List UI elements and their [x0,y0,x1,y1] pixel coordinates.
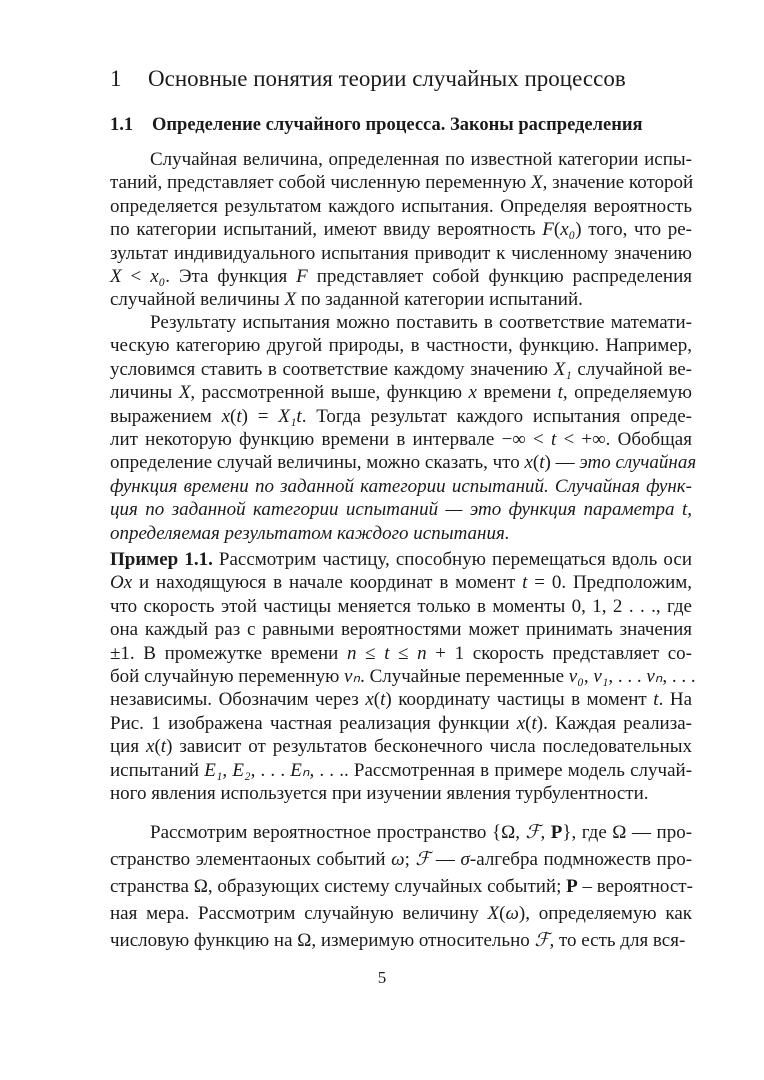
text-run: P [566,876,578,897]
text-run: ≤ [356,642,385,664]
math-symbol: X [284,289,297,311]
math-symbol: ℱ [525,822,541,843]
text-run: по заданной категории испытаний. [296,289,583,311]
math-symbol: Ox [110,572,133,594]
text-run: зультат индивидуального испытания приводит к численному значению [110,242,692,264]
text-line [110,712,692,735]
text-run: Рассмотрим частицу, способную перемещаться вдоль оси [212,549,692,570]
text-run: ( [553,219,561,241]
example-1-1 [110,548,696,805]
text-run: = 0. Предположим, [527,572,693,594]
math-symbol: t [160,736,167,758]
text-line [110,642,692,665]
text-run: ция [110,736,147,758]
text-run: , [687,499,692,521]
paragraph-4 [110,819,692,954]
text-run: таний, представляет собой численную переменную [110,172,531,194]
section-title: Основные понятия теории случайных процессов [148,66,626,91]
text-line [110,927,692,954]
math-symbol: t [557,382,563,404]
text-run: — [430,849,461,870]
subsection-title: Определение случайного процесса. Законы распределения [152,115,643,135]
text-run: ; [404,849,416,870]
math-symbol: t [550,428,557,450]
text-run: Рассмотрим вероятностное пространство {Ω, [150,822,526,843]
text-run: она каждый раз с равными вероятностями может принимать значения [110,619,692,641]
text-run: < +∞. Обобщая [556,428,692,450]
text-run: и находящуюся в начале координат в момент [132,572,523,594]
text-line [110,451,697,474]
text-line [110,548,692,571]
text-run: выражением [110,405,222,427]
subsection-heading [110,115,643,136]
math-symbol: ω [505,903,519,924]
text-run: . Тогда результат каждого испытания опреде- [301,405,692,427]
math-symbol: v₁ [593,665,609,687]
math-symbol: X₁ [553,358,572,380]
math-symbol: vₙ [344,665,361,687]
text-run: P [550,822,563,843]
section-heading [110,66,626,92]
text-line [110,148,692,171]
text-run: ческую категорию другой природы, в частности, функцию. Например, [110,335,692,357]
math-symbol: t [539,452,545,474]
text-run: ) — [544,452,580,474]
text-line [110,311,692,334]
text-run: , . . .. Рассмотренная в примере модель случай- [309,759,693,781]
text-line [110,498,692,521]
math-symbol: F [542,219,554,241]
text-run: Результату испытания можно поставить в соответствие математи- [150,312,692,333]
text-line [110,288,692,311]
text-line [110,428,692,451]
math-symbol: vₙ [646,665,663,687]
text-run: ±1. В промежутке времени [110,642,347,664]
text-run: представляет собой функцию распределения [307,265,692,287]
text-run: ( [230,405,237,427]
text-run: . На [658,689,693,711]
math-symbol: x [468,382,477,404]
text-run: случайной ве- [571,358,692,380]
text-line [110,873,692,900]
text-run: ), определяемую как [518,903,692,924]
text-run: ( [525,712,532,734]
text-line [110,759,692,782]
text-run: личины [110,382,179,404]
text-line [110,405,692,428]
math-symbol: n [417,642,427,664]
text-run: Случайная величина, определенная по известной категории испы- [150,149,692,170]
text-line [110,475,692,498]
text-line [110,522,692,545]
math-symbol: x₀ [560,219,576,241]
text-run: ( [532,452,540,474]
text-run: что скорость этой частицы меняется только в моменты 0, 1, 2 . . ., где [110,595,692,617]
text-run: функция времени по заданной категории испытаний. Случайная функ- [110,475,692,497]
text-run: странство элементаоных событий [110,849,392,870]
text-run: это случайная [579,452,697,474]
math-symbol: X [110,265,122,287]
text-line [110,195,692,218]
text-line [110,242,692,265]
text-run: определяемая результатом каждого испытания. [110,522,510,544]
text-run: независимы. Обозначим через [110,689,366,711]
text-run: , то есть для вся- [549,930,686,951]
text-run: ) того, что ре- [575,219,692,241]
text-run: – вероятност- [577,876,693,897]
text-run: времени [476,382,558,404]
text-line [110,171,692,194]
text-run: определяется результатом каждого испытания. Определяя вероятность [110,195,692,217]
math-symbol: ω [391,849,405,870]
math-symbol: t [236,405,242,427]
text-run: определение случай величины, можно сказать, что [110,452,525,474]
text-line [110,358,692,381]
text-run: ного явления используется при изучении явления турбулентности. [110,782,649,804]
text-run: ная мера. Рассмотрим случайную величину [110,903,488,924]
text-run: ≤ [389,642,418,664]
page-number: 5 [377,968,387,987]
math-symbol: x [516,712,526,734]
text-run: , значение которой [542,172,694,194]
text-run: }, где Ω — про- [562,822,693,843]
text-run: , . . . [250,759,291,781]
text-run: ) = [241,405,279,427]
math-symbol: σ [460,849,470,870]
subsection-number: 1.1 [110,115,134,135]
text-line [110,782,692,805]
math-symbol: t [653,689,659,711]
text-run: ) зависит от результатов бесконечного числа последовательных [166,736,693,758]
math-symbol: X [530,172,543,194]
text-line [110,735,692,758]
text-run: Пример 1.1. [110,549,213,570]
math-symbol: x [524,452,533,474]
math-symbol: x₀ [150,265,166,287]
text-line [110,218,692,241]
text-run: бой случайную переменную [110,665,345,687]
text-run: лит некоторую функцию времени в интервале −∞ < [110,428,551,450]
text-run: ( [373,689,381,711]
text-line [110,381,692,404]
text-line [110,846,692,873]
text-run: . Эта функция [165,265,297,287]
paragraph-1 [110,148,692,312]
text-line [110,595,692,618]
math-symbol: X₁t [278,405,302,427]
math-symbol: t [522,572,528,594]
text-run: , рассмотренной выше, функцию [190,382,469,404]
text-run: ) координату частицы в момент [385,689,654,711]
text-run: , определяемую [562,382,692,404]
math-symbol: n [346,642,357,664]
math-symbol: x [365,689,374,711]
text-run: ( [154,736,161,758]
text-line [110,900,692,927]
text-run: числовую функцию на Ω, измеримую относительно [110,930,535,951]
text-line [110,688,692,711]
text-run: ). Каждая реализа- [536,712,692,734]
math-symbol: v₀ [568,665,584,687]
math-symbol: X [487,903,500,924]
math-symbol: t [531,712,537,734]
text-run: -алгебра подмножеств про- [469,849,693,870]
text-run: условимся ставить в соответствие каждому значению [110,358,554,380]
text-run: , [583,665,594,687]
text-run: ( [499,903,506,924]
math-symbol: x [221,405,230,427]
math-symbol: Eₙ [290,759,310,781]
text-run: испытаний [110,759,205,781]
text-run: . Случайные переменные [360,665,569,687]
math-symbol: F [296,265,308,287]
math-symbol: t [384,642,390,664]
math-symbol: X [178,382,191,404]
text-run: Рис. 1 изображена частная реализация функции [110,712,517,734]
text-line [110,819,692,846]
text-run: , [222,759,233,781]
text-line [110,334,692,357]
math-symbol: t [681,499,688,521]
math-symbol: x [146,736,155,758]
text-run: ция по заданной категории испытаний — это функция параметра [110,499,682,521]
text-run: , . . . [662,665,696,687]
text-run: странства Ω, образующих систему случайных событий; [110,876,567,897]
text-run: , . . . [608,665,647,687]
text-line [110,665,696,688]
section-number: 1 [110,66,122,91]
text-line [110,618,692,641]
text-run: + 1 скорость представляет со- [426,642,692,664]
math-symbol: t [380,689,386,711]
math-symbol: E₁ [204,759,223,781]
math-symbol: ℱ [415,849,431,870]
math-symbol: E₂ [232,759,251,781]
text-line [110,571,692,594]
text-run: < [121,265,151,287]
text-run: по категории испытаний, имеют ввиду вероятность [110,219,543,241]
text-run: , [540,822,551,843]
text-run: случайной величины [110,289,285,311]
paragraph-2 [110,311,697,545]
text-line [110,265,692,288]
math-symbol: ℱ [534,930,550,951]
